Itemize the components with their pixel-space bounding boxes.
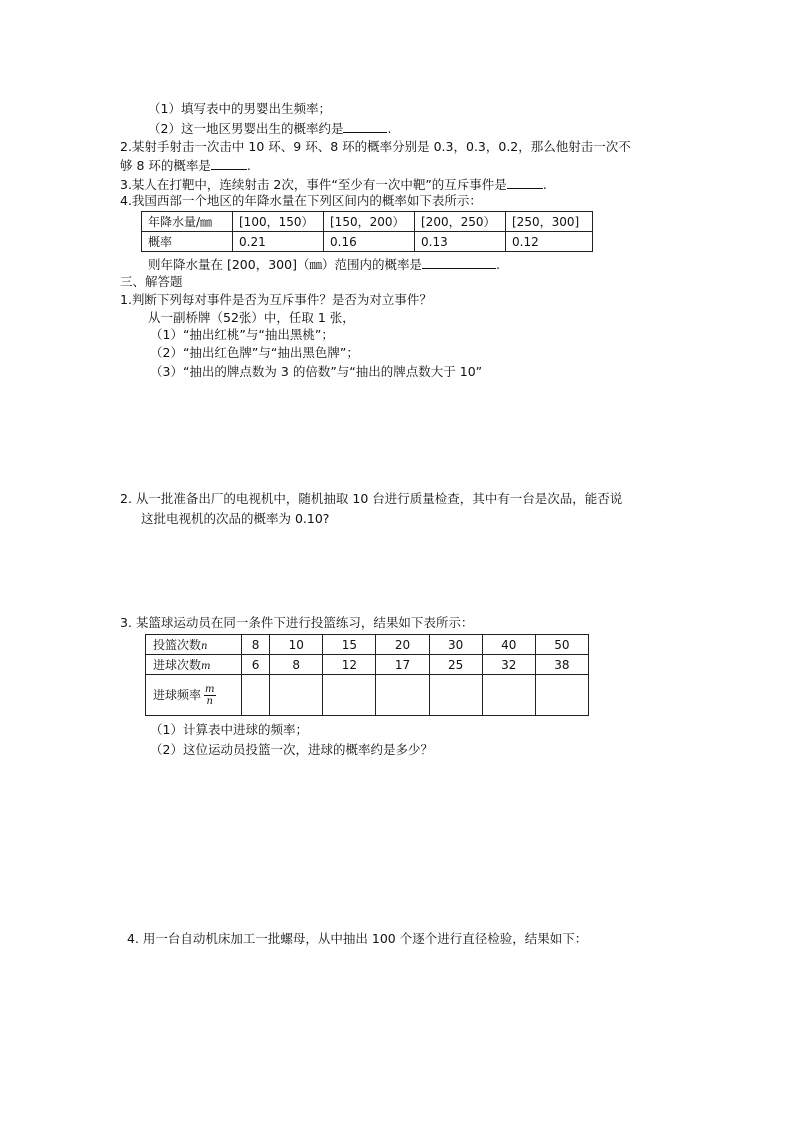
- row-header-label: 进球频率: [153, 687, 202, 702]
- q4-title: 4.我国西部一个地区的年降水量在下列区间内的概率如下表所示：: [120, 193, 482, 208]
- empty-cell[interactable]: [270, 675, 323, 716]
- table-cell: 30: [429, 635, 482, 655]
- q3-line: [120, 176, 547, 193]
- table-cell: 0.13: [415, 232, 506, 252]
- table-cell: 25: [429, 655, 482, 675]
- table-cell: 8: [270, 655, 323, 675]
- table-cell: 10: [270, 635, 323, 655]
- frequency-row: [146, 675, 589, 716]
- table-cell: 0.21: [233, 232, 324, 252]
- q3-text: 3.某人在打靶中，连续射击 2次，事件“至少有一次中靶”的互斥事件是: [120, 177, 507, 192]
- q1-part-a: （1）填写表中的男婴出生频率；: [148, 101, 331, 116]
- s3-q1-c: （3）“抽出的牌点数为 3 的倍数”与“抽出的牌点数大于 10”: [150, 364, 483, 379]
- s3-q3-b: （2）这位运动员投篮一次，进球的概率约是多少？: [150, 742, 433, 757]
- answer-blank: [211, 157, 247, 170]
- q2-line2: [120, 157, 251, 174]
- answer-blank: [343, 120, 387, 133]
- q1-part-b-text: （2）这一地区男婴出生的概率约是: [148, 121, 344, 136]
- variable-n: n: [201, 641, 208, 652]
- q2-line2-text: 够 8 环的概率是: [120, 158, 211, 173]
- q4-followup-end: .: [495, 257, 500, 272]
- q4-followup-text: 则年降水量在 [200，300]（㎜）范围内的概率是: [148, 257, 422, 272]
- fraction-m-over-n: [204, 684, 215, 707]
- s3-q1-title: 1.判断下列每对事件是否为互斥事件？是否为对立事件？: [120, 292, 432, 307]
- table-cell: 38: [535, 655, 588, 675]
- row-header: [146, 635, 242, 655]
- empty-cell[interactable]: [482, 675, 535, 716]
- table-cell: [100，150）: [233, 212, 324, 232]
- table-cell: 20: [376, 635, 429, 655]
- shots-row: [146, 635, 589, 655]
- s3-q2-line1: 2. 从一批准备出厂的电视机中，随机抽取 10 台进行质量检查，其中有一台是次品，能否说: [120, 491, 623, 506]
- table-cell: 50: [535, 635, 588, 655]
- rain-table: [141, 211, 593, 252]
- q1-part-b-end: .: [387, 121, 392, 136]
- basketball-table: [145, 634, 589, 716]
- table-cell: 8: [242, 635, 270, 655]
- empty-cell[interactable]: [376, 675, 429, 716]
- rain-table-header-row: [142, 212, 593, 232]
- s3-q1-b: （2）“抽出红色牌”与“抽出黑色牌”；: [150, 345, 359, 360]
- table-cell: 0.12: [506, 232, 593, 252]
- table-cell: 概率: [142, 232, 233, 252]
- row-header-label: 投篮次数: [153, 638, 202, 652]
- s3-q2-line2: 这批电视机的次品的概率为 0.10?: [141, 511, 330, 526]
- variable-m: m: [201, 661, 211, 672]
- table-cell: [250，300]: [506, 212, 593, 232]
- goals-row: [146, 655, 589, 675]
- s3-q3-title: 3. 某篮球运动员在同一条件下进行投篮练习，结果如下表所示：: [120, 615, 474, 630]
- fraction-denominator: n: [206, 695, 213, 707]
- answer-blank: [422, 256, 496, 269]
- table-cell: [150，200）: [324, 212, 415, 232]
- q2-line2-end: .: [246, 158, 251, 173]
- q1-part-b: [148, 120, 391, 137]
- rain-table-row: [142, 232, 593, 252]
- s3-q3-a: （1）计算表中进球的频率；: [150, 722, 308, 737]
- row-header-label: 进球次数: [153, 658, 202, 672]
- table-cell: 32: [482, 655, 535, 675]
- answer-blank: [507, 176, 543, 189]
- s3-q4-title: 4. 用一台自动机床加工一批螺母，从中抽出 100 个逐个进行直径检验，结果如下：: [127, 931, 588, 946]
- empty-cell[interactable]: [242, 675, 270, 716]
- s3-q1-a: （1）“抽出红桃”与“抽出黑桃”；: [150, 327, 334, 342]
- empty-cell[interactable]: [429, 675, 482, 716]
- s3-q1-intro: 从一副桥牌（52张）中，任取 1 张，: [148, 310, 355, 325]
- empty-cell[interactable]: [323, 675, 376, 716]
- q4-followup: [148, 256, 500, 273]
- empty-cell[interactable]: [535, 675, 588, 716]
- table-cell: [200，250）: [415, 212, 506, 232]
- table-cell: 0.16: [324, 232, 415, 252]
- table-cell: 15: [323, 635, 376, 655]
- fraction-numerator: m: [205, 683, 215, 695]
- row-header: [146, 655, 242, 675]
- table-cell: 12: [323, 655, 376, 675]
- table-cell: 40: [482, 635, 535, 655]
- table-cell: 年降水量/㎜: [142, 212, 233, 232]
- q2-line1: 2.某射手射击一次击中 10 环、9 环、8 环的概率分别是 0.3，0.3，0.2，那么他射击一次不: [120, 139, 631, 154]
- q3-end: .: [542, 177, 547, 192]
- table-cell: 6: [242, 655, 270, 675]
- section-title: 三、解答题: [120, 274, 183, 289]
- row-header: [146, 675, 242, 716]
- table-cell: 17: [376, 655, 429, 675]
